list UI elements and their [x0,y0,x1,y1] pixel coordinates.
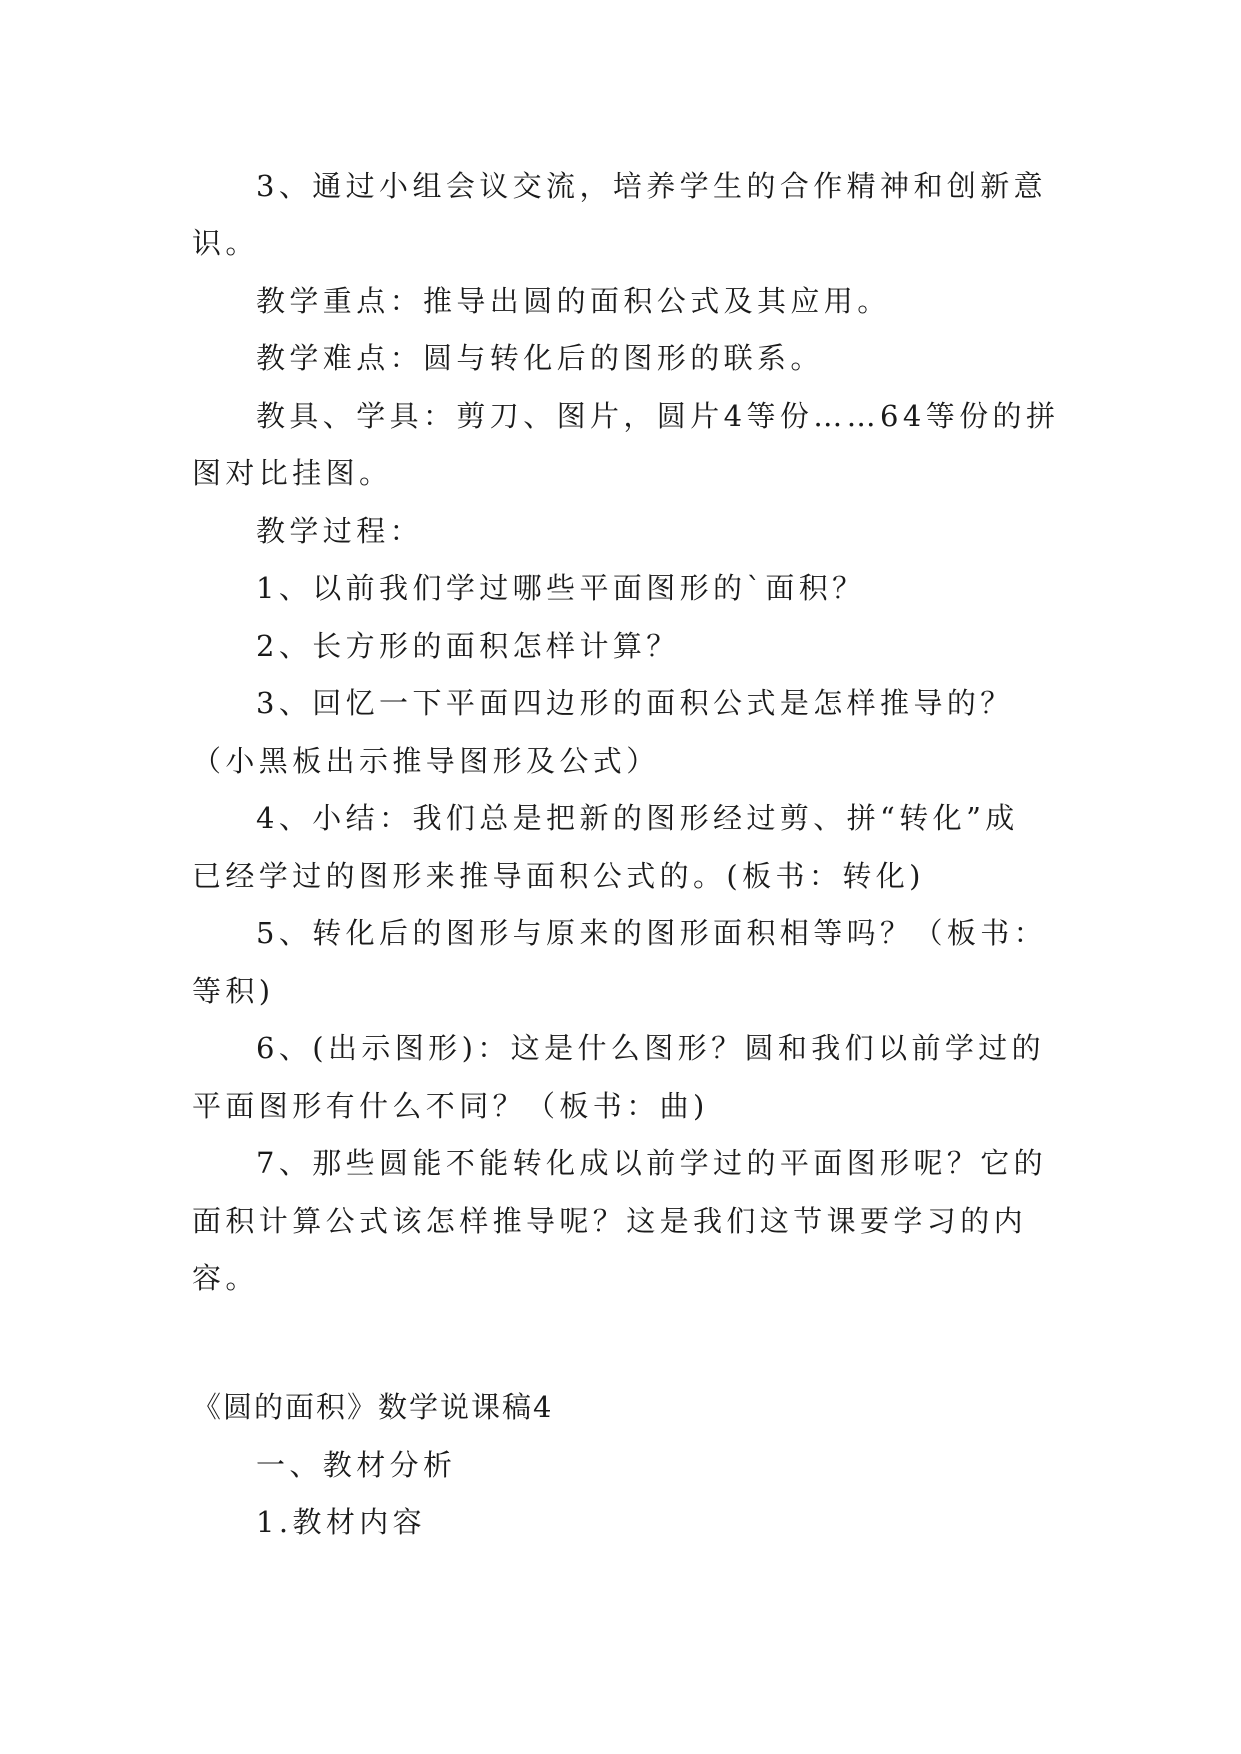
section-subheading-content: 1.教材内容 [256,1505,427,1539]
process-step-1: 1、以前我们学过哪些平面图形的`面积？ [256,571,866,605]
process-step-2: 2、长方形的面积怎样计算？ [256,629,680,663]
section-heading-analysis: 一、教材分析 [256,1448,457,1482]
process-step-7: 7、那些圆能不能转化成以前学过的平面图形呢？它的 [256,1146,1048,1180]
process-step-5: 5、转化后的图形与原来的图形面积相等吗？（板书： [256,916,1048,950]
process-step-4: 4、小结：我们总是把新的图形经过剪、拼“转化”成 [256,801,1019,835]
process-step-5-cont: 等积) [192,974,275,1008]
process-step-6-cont: 平面图形有什么不同？（板书：曲) [192,1089,709,1123]
process-step-6: 6、(出示图形)：这是什么图形？圆和我们以前学过的 [256,1031,1046,1065]
paragraph-goal-3: 3、通过小组会议交流，培养学生的合作精神和创新意 [256,169,1048,203]
teaching-difficulty: 教学难点：圆与转化后的图形的联系。 [256,341,824,375]
process-step-3: 3、回忆一下平面四边形的面积公式是怎样推导的？ [256,686,1014,720]
process-step-7-end: 容。 [192,1261,259,1295]
process-step-3-cont: （小黑板出示推导图形及公式） [192,744,660,778]
process-step-7-cont: 面积计算公式该怎样推导呢？这是我们这节课要学习的内 [192,1204,1028,1238]
teaching-process-heading: 教学过程： [256,514,424,548]
teaching-tools: 教具、学具：剪刀、图片，圆片4等份……64等份的拼 [256,399,1060,433]
paragraph-goal-3-cont: 识。 [192,226,259,260]
teaching-tools-cont: 图对比挂图。 [192,456,393,490]
teaching-focus: 教学重点：推导出圆的面积公式及其应用。 [256,284,891,318]
section-title: 《圆的面积》数学说课稿4 [192,1390,554,1424]
process-step-4-cont: 已经学过的图形来推导面积公式的。(板书：转化) [192,859,925,893]
